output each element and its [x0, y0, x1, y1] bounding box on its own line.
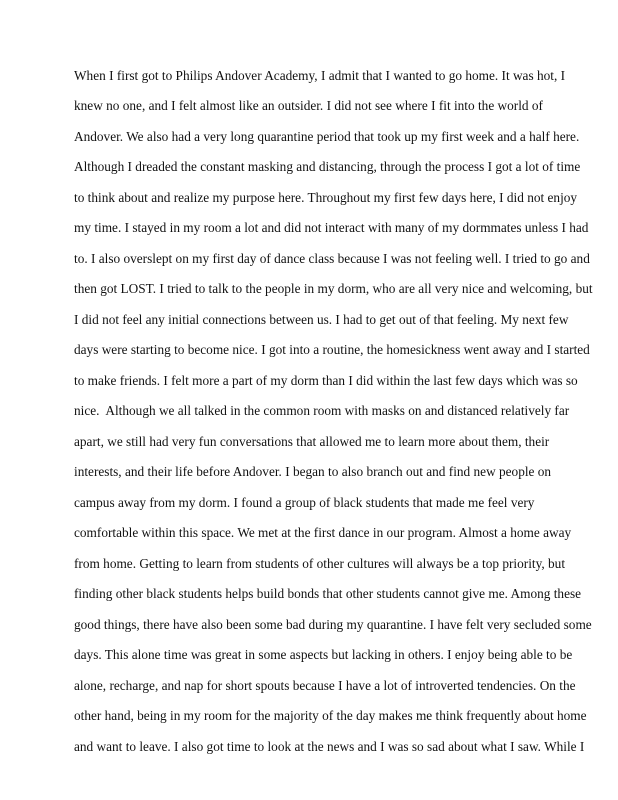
body-text-line: Andover. We also had a very long quarantine period that took up my first week and a half here. [74, 129, 580, 144]
body-text-line: I did not feel any initial connections between us. I had to get out of that feeling. My next few [74, 312, 569, 327]
body-text-line: nice. Although we all talked in the common room with masks on and distanced relatively far [74, 403, 570, 418]
body-text-line: days were starting to become nice. I got into a routine, the homesickness went away and I started [74, 342, 590, 357]
body-text-line: from home. Getting to learn from students of other cultures will always be a top priority, but [74, 556, 566, 571]
body-text-line: other hand, being in my room for the majority of the day makes me think frequently about home [74, 708, 587, 723]
body-text-line: Although I dreaded the constant masking and distancing, through the process I got a lot of time [74, 159, 581, 174]
body-text-line: interests, and their life before Andover. I began to also branch out and find new people on [74, 464, 552, 479]
body-text-line: apart, we still had very fun conversations that allowed me to learn more about them, their [74, 434, 550, 449]
body-text-line: knew no one, and I felt almost like an outsider. I did not see where I fit into the world of [74, 98, 543, 113]
body-text-line: comfortable within this space. We met at the first dance in our program. Almost a home away [74, 525, 572, 540]
body-text-line: days. This alone time was great in some aspects but lacking in others. I enjoy being able to be [74, 647, 573, 662]
body-text-line: campus away from my dorm. I found a group of black students that made me feel very [74, 495, 535, 510]
body-text-line: my time. I stayed in my room a lot and did not interact with many of my dormmates unless I had [74, 220, 589, 235]
body-text-line: finding other black students helps build bonds that other students cannot give me. Among these [74, 586, 582, 601]
body-text-line: good things, there have also been some bad during my quarantine. I have felt very secluded some [74, 617, 592, 632]
body-text-line: to think about and realize my purpose here. Throughout my first few days here, I did not enjoy [74, 190, 578, 205]
body-text-line: and want to leave. I also got time to look at the news and I was so sad about what I saw. While I [74, 739, 585, 754]
body-text-line: to. I also overslept on my first day of dance class because I was not feeling well. I tried to go and [74, 251, 590, 266]
body-text-line: alone, recharge, and nap for short spouts because I have a lot of introverted tendencies. On the [74, 678, 576, 693]
body-text-line: then got LOST. I tried to talk to the people in my dorm, who are all very nice and welcoming, but [74, 281, 593, 296]
body-text-line: When I first got to Philips Andover Academy, I admit that I wanted to go home. It was hot, I [74, 68, 566, 83]
body-text-line: to make friends. I felt more a part of my dorm than I did within the last few days which was so [74, 373, 578, 388]
